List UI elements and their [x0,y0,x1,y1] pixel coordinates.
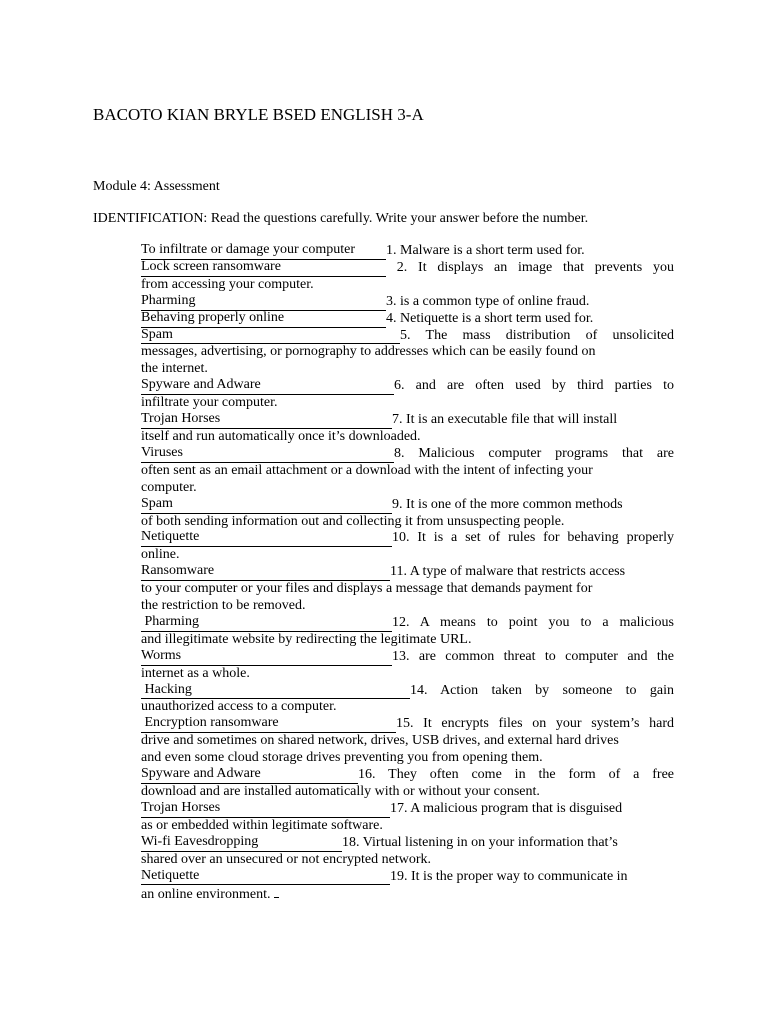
question-text: 19. It is the proper way to communicate in [390,868,628,884]
page-title: BACOTO KIAN BRYLE BSED ENGLISH 3-A [93,105,424,124]
answer-blank: Spam [141,328,400,345]
question-text: 7. It is an executable file that will install [392,412,618,428]
question-text-continued: of both sending information out and collecting it from unsuspecting people. [141,513,565,529]
question-item [141,615,674,649]
question-text: 13. are common threat to computer and the [392,648,674,664]
question-item [141,716,674,767]
question-item [141,243,674,260]
answer-blank: Netiquette [141,869,390,886]
answer-blank: Lock screen ransomware [141,260,386,277]
question-text-continued: as or embedded within legitimate software. [141,817,383,833]
question-text: 8. Malicious computer programs that are [394,445,674,461]
answer-blank: Ransomware [141,564,390,581]
question-text: 15. It encrypts files on your system’s hard [396,716,674,732]
answer-blank: Behaving properly online [141,311,386,328]
question-text: 5. The mass distribution of unsolicited [400,327,674,343]
question-text-continued: download and are installed automatically with or without your consent. [141,784,540,799]
question-text: 14. Action taken by someone to gain [410,682,674,698]
question-text-continued: to your computer or your files and displays a message that demands payment for [141,581,593,597]
question-text-continued: drive and sometimes on shared network, drives, USB drives, and external hard drives [141,733,619,749]
question-text-continued: internet as a whole. [141,665,250,681]
question-text: 9. It is one of the more common methods [392,496,623,512]
question-text: 17. A malicious program that is disguised [390,800,623,816]
question-text: 12. A means to point you to a malicious [392,614,674,630]
question-item [141,564,674,615]
question-text-continued: the internet. [141,361,208,377]
answer-blank: Pharming [141,615,392,632]
instructions: IDENTIFICATION: Read the questions carefully. Write your answer before the number. [93,211,589,226]
question-item [141,683,674,717]
question-text-continued: infiltrate your computer. [141,395,278,411]
question-item [141,767,674,801]
answer-blank: Trojan Horses [141,801,390,818]
question-item [141,294,674,311]
question-item [141,497,674,531]
question-text-continued: unauthorized access to a computer. [141,699,337,715]
answer-blank: Viruses [141,446,394,463]
question-item [141,869,674,905]
answer-blank: Worms [141,649,392,666]
answer-blank: Pharming [141,294,386,311]
question-item [141,328,674,379]
question-text-continued: messages, advertising, or pornography to addresses which can be easily found on [141,344,596,360]
question-text: 6. and are often used by third parties to [394,378,674,394]
question-text: 4. Netiquette is a short term used for. [386,310,594,326]
answer-blank: Netiquette [141,530,392,547]
answer-blank: Spam [141,497,392,514]
question-text-continued: and even some cloud storage drives preventing you from opening them. [141,750,543,766]
question-text: 18. Virtual listening in on your information that’s [342,834,618,850]
answer-blank: Wi-fi Eavesdropping [141,835,342,852]
question-text-continued: computer. [141,479,197,495]
question-text-continued: the restriction to be removed. [141,598,306,614]
answer-blank: Hacking [141,683,410,700]
question-item [141,311,674,328]
question-text-continued: and illegitimate website by redirecting the legitimate URL. [141,631,472,647]
question-text-tail: an online environment. [141,887,271,903]
question-item [141,446,674,497]
question-item [141,801,674,835]
question-item [141,260,674,294]
question-item [141,412,674,446]
question-text: 11. A type of malware that restricts access [390,564,626,580]
question-text-continued [141,885,674,904]
question-text: 16. They often come in the form of a free [358,767,674,783]
question-text-continued: online. [141,547,180,563]
question-text: 3. is a common type of online fraud. [386,293,590,309]
question-text-continued: shared over an unsecured or not encrypted network. [141,851,432,867]
question-item [141,530,674,564]
answer-blank: Encryption ransomware [141,716,396,733]
question-text-continued: often sent as an email attachment or a download with the intent of infecting your [141,462,593,478]
answer-blank: To infiltrate or damage your computer [141,243,386,260]
answer-blank: Spyware and Adware [141,767,358,784]
question-list [141,243,674,904]
question-text-continued: itself and run automatically once it’s downloaded. [141,428,421,444]
answer-blank: Spyware and Adware [141,378,394,395]
question-item [141,649,674,683]
question-text: 1. Malware is a short term used for. [386,243,585,258]
answer-blank: Trojan Horses [141,412,392,429]
question-text-continued: from accessing your computer. [141,276,314,292]
question-text: 10. It is a set of rules for behaving properly [392,530,674,546]
question-item [141,835,674,869]
question-item [141,378,674,412]
question-text: 2. It displays an image that prevents you [386,259,674,275]
trailing-underline [274,885,279,898]
module-heading: Module 4: Assessment [93,179,220,194]
